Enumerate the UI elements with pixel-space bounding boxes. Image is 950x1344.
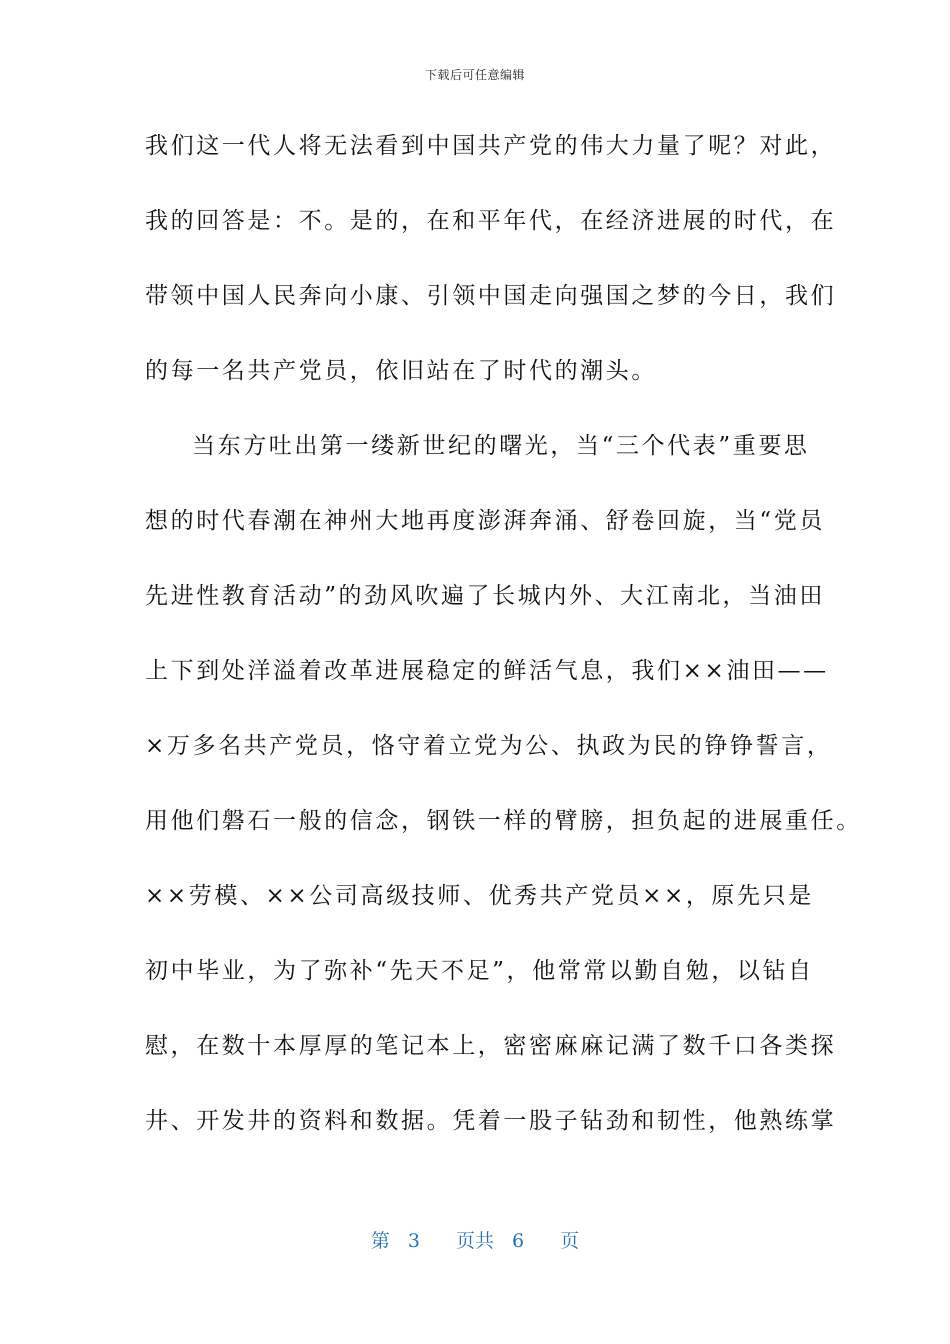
body-line: 初中毕业，为了弥补“先天不足”，他常常以勤自勉，以钻自 (145, 958, 814, 984)
page-header-note: 下载后可任意编辑 (424, 68, 525, 82)
body-line: 上下到处洋溢着改革进展稳定的鲜活气息，我们××油田—— (145, 658, 829, 684)
page-prefix: 第 (370, 1230, 390, 1252)
body-line: 用他们磐石一般的信念，钢铁一样的臂膀，担负起的进展重任。 (145, 808, 862, 834)
body-line: 我的回答是：不。是的，在和平年代，在经济进展的时代，在 (145, 208, 837, 234)
page-mid: 页共 (455, 1230, 494, 1252)
page-current: 3 (407, 1230, 420, 1252)
page-number-footer (0, 1226, 950, 1253)
body-line: 想的时代春潮在神州大地再度澎湃奔涌、舒卷回旋，当“党员 (145, 508, 825, 534)
body-line: 井、开发井的资料和数据。凭着一股子钻劲和韧性，他熟练掌 (145, 1108, 837, 1134)
body-line: 慰，在数十本厚厚的笔记本上，密密麻麻记满了数千口各类探 (145, 1033, 837, 1059)
body-line: 的每一名共产党员，依旧站在了时代的潮头。 (145, 358, 657, 384)
page-suffix: 页 (560, 1230, 580, 1252)
body-line: 带领中国人民奔向小康、引领中国走向强国之梦的今日，我们 (145, 283, 837, 309)
body-line: ××劳模、××公司高级技师、优秀共产党员××，原先只是 (145, 883, 814, 909)
body-line: 我们这一代人将无法看到中国共产党的伟大力量了呢？对此， (145, 133, 837, 159)
body-line: ×万多名共产党员，恪守着立党为公、执政为民的铮铮誓言， (145, 733, 833, 759)
body-line: 先进性教育活动”的劲风吹遍了长城内外、大江南北，当油田 (145, 583, 825, 609)
page-total: 6 (512, 1230, 525, 1252)
paragraph-first-line: 当东方吐出第一缕新世纪的曙光，当“三个代表”重要思 (192, 433, 810, 459)
